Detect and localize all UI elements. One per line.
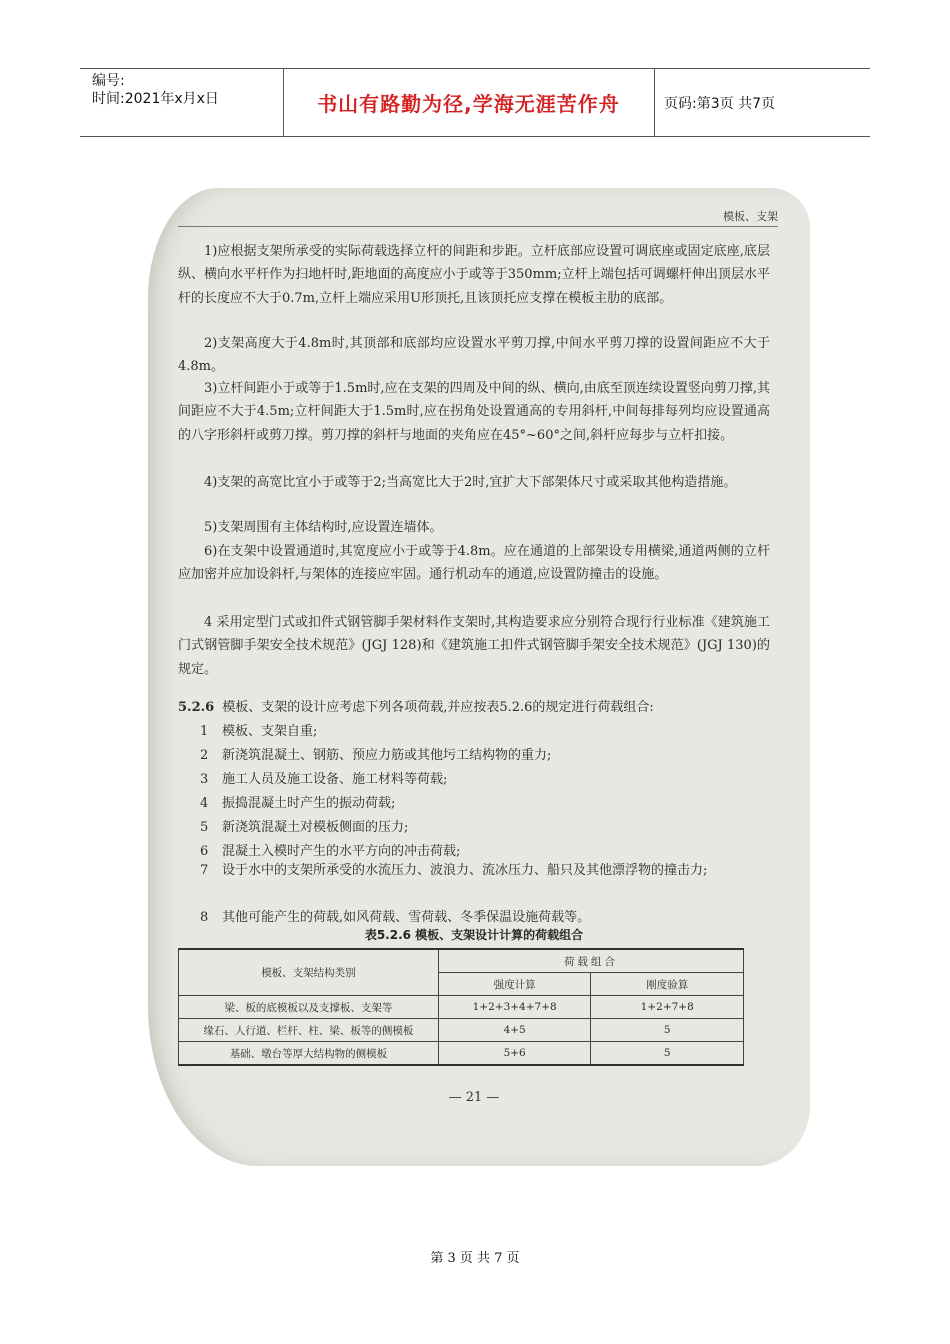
clause-5-2-6 xyxy=(178,696,654,715)
load-item xyxy=(200,906,590,925)
table-cell-strength: 4+5 xyxy=(438,1019,591,1042)
load-item-number: 5 xyxy=(200,820,209,835)
load-item xyxy=(178,860,770,882)
clause-text: 模板、支架的设计应考虑下列各项荷载,并应按表5.2.6的规定进行荷载组合: xyxy=(222,700,654,715)
table-caption: 表5.2.6 模板、支架设计计算的荷载组合 xyxy=(364,928,584,942)
table-cell-stiffness: 5 xyxy=(591,1042,744,1066)
load-item xyxy=(200,792,395,811)
load-item-number: 2 xyxy=(200,748,209,763)
load-item-number: 7 xyxy=(200,863,209,878)
table-row xyxy=(179,1019,744,1042)
scanned-page xyxy=(148,188,810,1166)
table-cell-category: 梁、板的底模板以及支撑板、支架等 xyxy=(179,996,439,1019)
running-head-rule xyxy=(178,226,778,227)
table-cell-stiffness: 5 xyxy=(591,1019,744,1042)
load-item-text: 振捣混凝土时产生的振动荷载; xyxy=(222,796,396,811)
clause-number: 5.2.6 xyxy=(178,700,215,715)
table-row xyxy=(179,996,744,1019)
running-head: 模板、支架 xyxy=(723,210,778,223)
header-top-rule xyxy=(80,68,870,69)
load-item-text: 设于水中的支架所承受的水流压力、波浪力、流冰压力、船只及其他漂浮物的撞击力; xyxy=(222,863,708,878)
load-item-number: 1 xyxy=(200,724,209,739)
load-item-text: 模板、支架自重; xyxy=(222,724,318,739)
table-header-category: 模板、支架结构类别 xyxy=(179,949,439,996)
table-header-strength: 强度计算 xyxy=(438,973,591,996)
load-item-number: 4 xyxy=(200,796,209,811)
paragraph-3: 3)立杆间距小于或等于1.5m时,应在支架的四周及中间的纵、横向,由底至顶连续设置竖向剪刀撑,其间距应不大于4.5m;立杆间距大于1.5m时,应在拐角处设置通高的专用斜杆,中间每排每列均应设置通高的八字形斜杆或剪刀撑。剪刀撑的斜杆与地面的夹角应在45°~60°之间,斜杆应每步与立杆扣接。 xyxy=(178,381,770,443)
header-meta xyxy=(92,72,219,108)
table-header-group: 荷载组合 xyxy=(438,949,743,973)
load-item-number: 6 xyxy=(200,844,209,859)
load-item-text: 新浇筑混凝土、钢筋、预应力筋或其他圬工结构物的重力; xyxy=(222,748,552,763)
load-item xyxy=(200,840,460,859)
load-combination-table xyxy=(178,948,744,1066)
load-item xyxy=(200,768,447,787)
paragraph-4: 4)支架的高宽比宜小于或等于2;当高宽比大于2时,宜扩大下部架体尺寸或采取其他构造措施。 xyxy=(204,475,737,490)
load-item-text: 其他可能产生的荷载,如风荷载、雪荷载、冬季保温设施荷载等。 xyxy=(222,910,591,925)
document-number-label: 编号: xyxy=(92,73,125,89)
load-item-number: 3 xyxy=(200,772,209,787)
page-folio: — 21 — xyxy=(448,1090,500,1105)
table-cell-stiffness: 1+2+7+8 xyxy=(591,996,744,1019)
load-item-text: 混凝土入模时产生的水平方向的冲击荷载; xyxy=(222,844,461,859)
header-bottom-rule xyxy=(80,136,870,137)
load-item-number: 8 xyxy=(200,910,209,925)
paragraph-5: 5)支架周围有主体结构时,应设置连墙体。 xyxy=(204,520,443,535)
paragraph-6: 6)在支架中设置通道时,其宽度应小于或等于4.8m。应在通道的上部架设专用横梁,通道两侧的立杆应加密并应加设斜杆,与架体的连接应牢固。通行机动车的通道,应设置防撞击的设施。 xyxy=(178,544,770,583)
scanned-page-body xyxy=(178,188,778,1166)
paragraph-1: 1)应根据支架所承受的实际荷载选择立杆的间距和步距。立杆底部应设置可调底座或固定底座,底层纵、横向水平杆作为扫地杆时,距地面的高度应小于或等于350mm;立杆上端包括可调螺杆伸出顶层水平杆的长度应不大于0.7m,立杆上端应采用U形顶托,且该顶托应支撑在模板主肋的底部。 xyxy=(178,244,770,306)
load-item-text: 施工人员及施工设备、施工材料等荷载; xyxy=(222,772,448,787)
paragraph-2: 2)支架高度大于4.8m时,其顶部和底部均应设置水平剪刀撑,中间水平剪刀撑的设置间距应不大于4.8m。 xyxy=(178,336,770,375)
document-time-label: 时间:2021年x月x日 xyxy=(92,91,219,107)
header-divider-right xyxy=(654,68,655,136)
table-cell-category: 缘石、人行道、栏杆、柱、梁、板等的侧模板 xyxy=(179,1019,439,1042)
load-item xyxy=(200,744,551,763)
table-row xyxy=(179,1042,744,1066)
paragraph-7: 4 采用定型门式或扣件式钢管脚手架材料作支架时,其构造要求应分别符合现行行业标准《建筑施工门式钢管脚手架安全技术规范》(JGJ 128)和《建筑施工扣件式钢管脚手架安全技术规范》(JGJ 130)的规定。 xyxy=(178,615,770,677)
header-page-info: 页码:第3页 共7页 xyxy=(664,96,775,112)
load-item xyxy=(200,816,408,835)
load-item-text: 新浇筑混凝土对模板侧面的压力; xyxy=(222,820,409,835)
header-motto: 书山有路勤为径,学海无涯苦作舟 xyxy=(317,92,620,116)
table-cell-category: 基础、墩台等厚大结构物的侧模板 xyxy=(179,1042,439,1066)
load-item xyxy=(200,720,317,739)
page-footer: 第 3 页 共 7 页 xyxy=(430,1251,520,1266)
table-cell-strength: 1+2+3+4+7+8 xyxy=(438,996,591,1019)
table-header-stiffness: 刚度验算 xyxy=(591,973,744,996)
table-cell-strength: 5+6 xyxy=(438,1042,591,1066)
